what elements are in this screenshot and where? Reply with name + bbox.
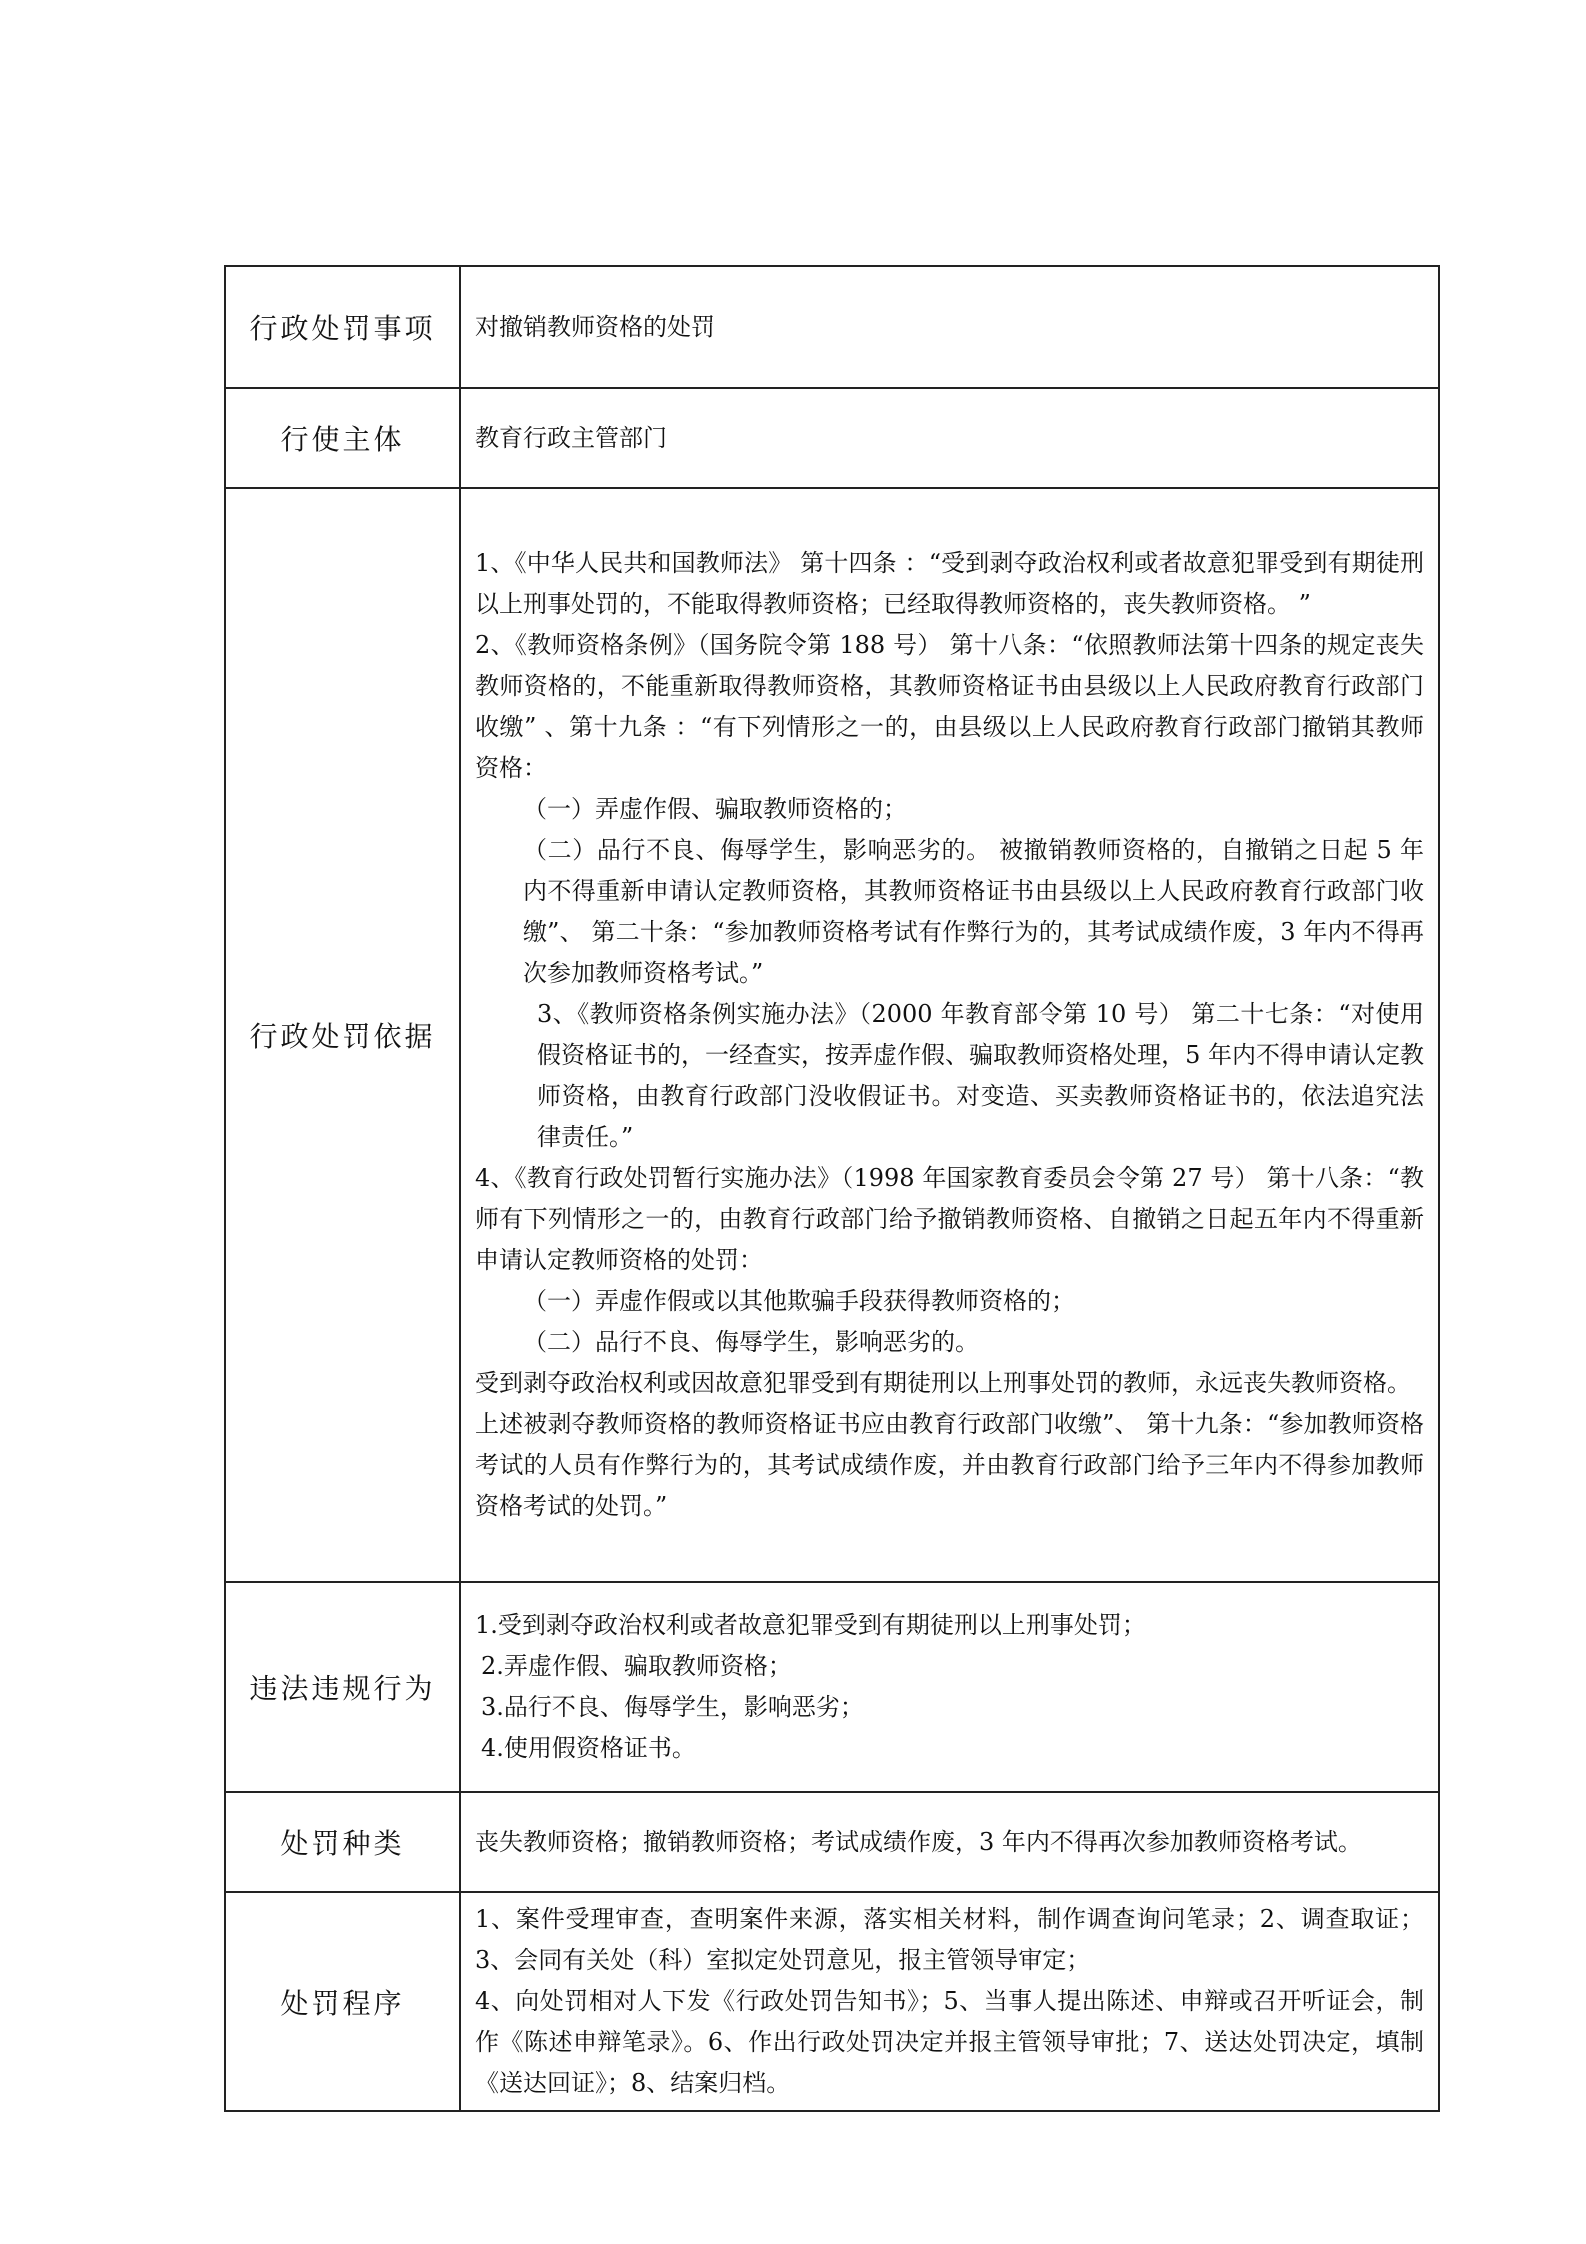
table-row [225,388,1439,488]
row-label: 处罚程序 [225,1892,460,2111]
table-row [225,488,1439,1582]
row-content [460,1582,1439,1792]
paragraph: 受到剥夺政治权利或因故意犯罪受到有期徒刑以上刑事处罚的教师，永远丧失教师资格。 [475,1369,1411,1397]
row-label: 处罚种类 [225,1792,460,1892]
row-content [460,266,1439,388]
paragraph: 3、《教师资格条例实施办法》（2000 年教育部令第 10 号） 第二十七条：“对使用假资格证书的，一经查实，按弄虚作假、骗取教师资格处理，5 年内不得申请认定教师资格，由教育行政部门没收假证书。对变造、买卖教师资格证书的，依法追究法律责任。” [537,1000,1424,1151]
table-row [225,266,1439,388]
list-item: 4.使用假资格证书。 [481,1734,696,1762]
row-content [460,1892,1439,2111]
paragraph: （一）弄虚作假或以其他欺骗手段获得教师资格的； [523,1287,1075,1315]
row-label: 行使主体 [225,388,460,488]
paragraph: 4、《教育行政处罚暂行实施办法》（1998 年国家教育委员会令第 27 号） 第十八条：“教师有下列情形之一的，由教育行政部门给予撤销教师资格、自撤销之日起五年内不得重新申请认定教师资格的处罚： [475,1164,1424,1274]
paragraph: 2、《教师资格条例》（国务院令第 188 号） 第十八条：“依照教师法第十四条的规定丧失教师资格的，不能重新取得教师资格，其教师资格证书由县级以上人民政府教育行政部门收缴” 、第十九条 ：“有下列情形之一的，由县级以上人民政府教育行政部门撤销其教师资格： [475,631,1424,782]
row-label: 行政处罚依据 [225,488,460,1582]
paragraph: 上述被剥夺教师资格的教师资格证书应由教育行政部门收缴”、 第十九条：“参加教师资格考试的人员有作弊行为的，其考试成绩作废，并由教育行政部门给予三年内不得参加教师资格考试的处罚。” [475,1410,1424,1520]
paragraph: 丧失教师资格；撤销教师资格；考试成绩作废，3 年内不得再次参加教师资格考试。 [475,1827,1362,1856]
paragraph: （二）品行不良、侮辱学生，影响恶劣的。 被撤销教师资格的，自撤销之日起 5 年内不得重新申请认定教师资格，其教师资格证书由县级以上人民政府教育行政部门收缴”、 第二十条：“参加教师资格考试有作弊行为的，其考试成绩作废，3 年内不得再次参加教师资格考试。” [523,836,1424,987]
table-row [225,1582,1439,1792]
list-item: 2.弄虚作假、骗取教师资格； [481,1652,792,1680]
row-content [460,1792,1439,1892]
paragraph: 1、案件受理审查，查明案件来源，落实相关材料，制作调查询问笔录；2、调查取证；3、会同有关处（科）室拟定处罚意见，报主管领导审定； [475,1905,1424,1974]
list-item: 3.品行不良、侮辱学生，影响恶劣； [481,1693,864,1721]
row-label: 违法违规行为 [225,1582,460,1792]
row-label: 行政处罚事项 [225,266,460,388]
paragraph: 对撤销教师资格的处罚 [475,312,715,341]
paragraph: 4、向处罚相对人下发《行政处罚告知书》；5、当事人提出陈述、申辩或召开听证会，制作《陈述申辩笔录》。6、作出行政处罚决定并报主管领导审批；7、送达处罚决定，填制《送达回证》；8、结案归档。 [475,1987,1424,2097]
list-item: 1.受到剥夺政治权利或者故意犯罪受到有期徒刑以上刑事处罚； [475,1611,1146,1639]
paragraph: （一）弄虚作假、骗取教师资格的； [523,795,907,823]
paragraph: 1、《中华人民共和国教师法》 第十四条 ：“受到剥夺政治权利或者故意犯罪受到有期徒刑以上刑事处罚的，不能取得教师资格；已经取得教师资格的，丧失教师资格。 ” [475,549,1424,618]
paragraph: 教育行政主管部门 [475,423,667,452]
penalty-info-table [224,265,1440,2112]
table-row [225,1792,1439,1892]
row-content [460,488,1439,1582]
row-content [460,388,1439,488]
paragraph: （二）品行不良、侮辱学生，影响恶劣的。 [523,1328,979,1356]
table-row [225,1892,1439,2111]
